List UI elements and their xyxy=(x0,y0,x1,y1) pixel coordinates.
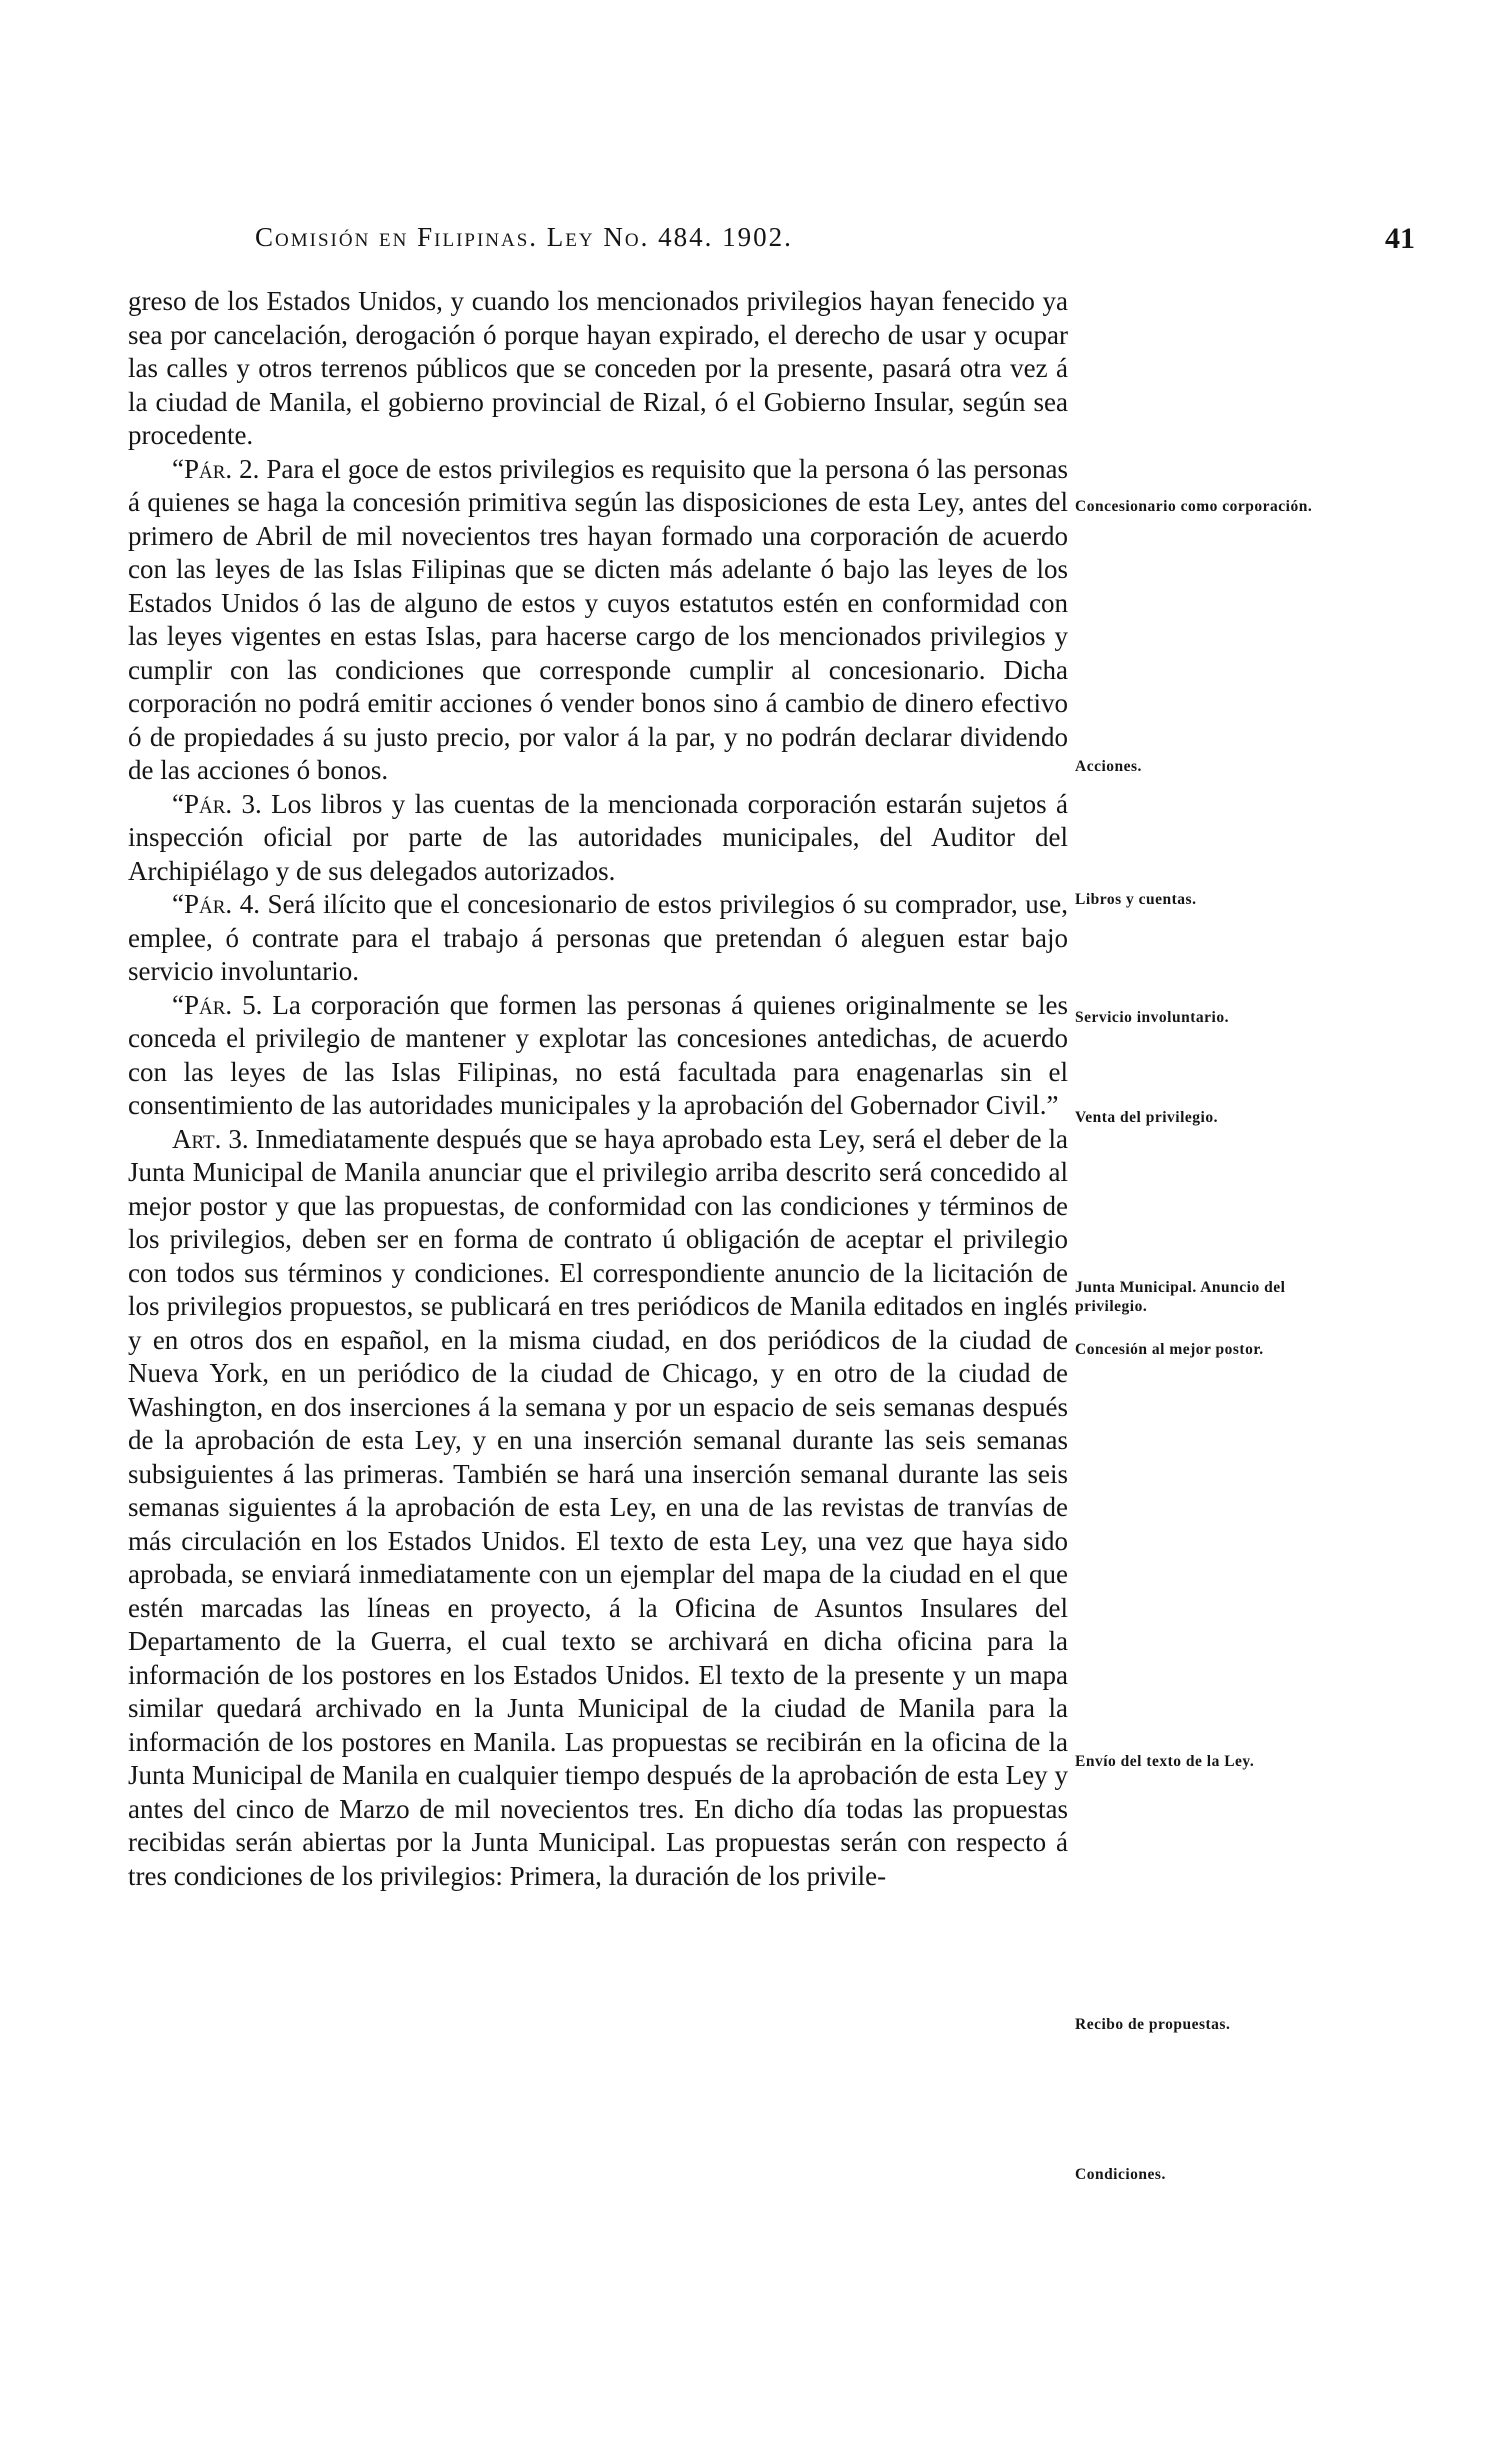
par-4-text: Será ilícito que el concesionario de estos privilegios ó su comprador, use, emplee, ó contrate para el trabajo á personas que pretendan ó aleguen estar bajo servicio involuntario. xyxy=(128,889,1069,986)
margin-note-envio: Envío del texto de la Ley. xyxy=(1075,1753,1255,1770)
running-head: Comisión en Filipinas. Ley No. 484. 1902. xyxy=(255,222,793,252)
paragraph-par-4 xyxy=(128,888,1068,989)
margin-note-junta: Junta Municipal. Anuncio del privilegio. xyxy=(1075,1279,1286,1315)
par-2-text: Para el goce de estos privilegios es requisito que la persona ó las personas á quienes se haga la concesión primitiva según las disposiciones de esta Ley, antes del primero de Abril de mil novecientos tres hayan formado una corporación de acuerdo con las leyes de las Islas Filipinas que se dicten más adelante ó bajo las leyes de los Estados Unidos ó las de alguno de estos y cuyos estatutos estén en conformidad con las leyes vigentes en estas Islas, para hacerse cargo de los mencionados privilegios y cumplir con las condiciones que corresponde cumplir al concesionario. Dicha corporación no podrá emitir acciones ó vender bonos sino á cambio de dinero efectivo ó de propiedades á su justo precio, por valor á la par, y no podrán declarar dividendo de las acciones ó bonos. xyxy=(128,453,1069,785)
art-3-text: Inmediatamente después que se haya aprobado esta Ley, será el deber de la Junta Municipal de Manila anunciar que el privilegio arriba descrito será concedido al mejor postor y que las propuestas, de conformidad con las condiciones y términos de los privilegios, deben ser en forma de contrato ú obligación de aceptar el privilegio con todos sus términos y condiciones. El correspondiente anuncio de la licitación de los privilegios propuestos, se publicará en tres periódicos de Manila editados en inglés y en otros dos en español, en la misma ciudad, en dos periódicos de la ciudad de Nueva York, en un periódico de la ciudad de Chicago, y en otro de la ciudad de Washington, en dos inserciones á la semana y por un espacio de seis semanas después de la aprobación de esta Ley, y en una inserción semanal durante las seis semanas subsiguientes á las primeras. También se hará una inserción semanal durante las seis semanas siguientes á la aprobación de esta Ley, en una de las revistas de tranvías de más circulación en los Estados Unidos. El texto de esta Ley, una vez que haya sido aprobada, se enviará inmediatamente con un ejemplar del mapa de la ciudad en el que estén marcadas las líneas en proyecto, á la Oficina de Asuntos Insulares del Departamento de la Guerra, el cual texto se archivará en dicha oficina para la información de los postores en los Estados Unidos. El texto de la presente y un mapa similar quedará archivado en la Junta Municipal de la ciudad de Manila para la información de los postores en Manila. Las propuestas se recibirán en la oficina de la Junta Municipal de Manila en cualquier tiempo después de la aprobación de esta Ley y antes del cinco de Marzo de mil novecientos tres. En dicho día todas las propuestas recibidas serán abiertas por la Junta Municipal. Las propuestas serán con respecto á tres condiciones de los privilegios: Primera, la duración de los privile- xyxy=(128,1123,1069,1891)
par-3-text: Los libros y las cuentas de la mencionada corporación estarán sujetos á inspección oficial por parte de las autoridades municipales, del Auditor del Archipiélago y de sus delegados autorizados. xyxy=(128,788,1068,886)
paragraph-art-3 xyxy=(128,1123,1068,1894)
par-5-label: “Pár. 5. xyxy=(172,989,263,1020)
margin-note-servicio: Servicio involuntario. xyxy=(1075,1009,1229,1026)
margin-note-venta: Venta del privilegio. xyxy=(1075,1109,1218,1126)
margin-note-condiciones: Condiciones. xyxy=(1075,2166,1166,2183)
paragraph-par-3 xyxy=(128,788,1068,889)
body-text xyxy=(128,285,1068,1893)
page-number: 41 xyxy=(1385,222,1415,255)
par-5-text: La corporación que formen las personas á quienes originalmente se les conceda el privilegio de mantener y explotar las concesiones antedichas, de acuerdo con las leyes de las Islas Filipinas, no está facultada para enagenarlas sin el consentimiento de las autoridades municipales y la aprobación del Gobernador Civil.” xyxy=(128,989,1068,1120)
par-4-label: “Pár. 4. xyxy=(172,889,260,919)
par-3-label: “Pár. 3. xyxy=(172,788,262,819)
paragraph-par-2 xyxy=(128,453,1068,788)
margin-note-concesionario: Concesionario como corporación. xyxy=(1075,498,1313,515)
paragraph-continuation: greso de los Estados Unidos, y cuando los mencionados privilegios hayan fenecido ya sea por cancelación, derogación ó porque hayan expirado, el derecho de usar y ocupar las calles y otros terrenos públicos que se conceden por la presente, pasará otra vez á la ciudad de Manila, el gobierno provincial de Rizal, ó el Gobierno Insular, según sea procedente. xyxy=(128,286,1068,450)
paragraph-par-5 xyxy=(128,989,1068,1123)
art-3-label: Art. 3. xyxy=(172,1123,249,1154)
margin-note-concesion: Concesión al mejor postor. xyxy=(1075,1341,1264,1358)
margin-note-libros: Libros y cuentas. xyxy=(1075,891,1197,908)
margin-note-acciones: Acciones. xyxy=(1075,758,1142,775)
margin-note-recibo: Recibo de propuestas. xyxy=(1075,2016,1231,2033)
par-2-label: “Pár. 2. xyxy=(172,453,260,484)
